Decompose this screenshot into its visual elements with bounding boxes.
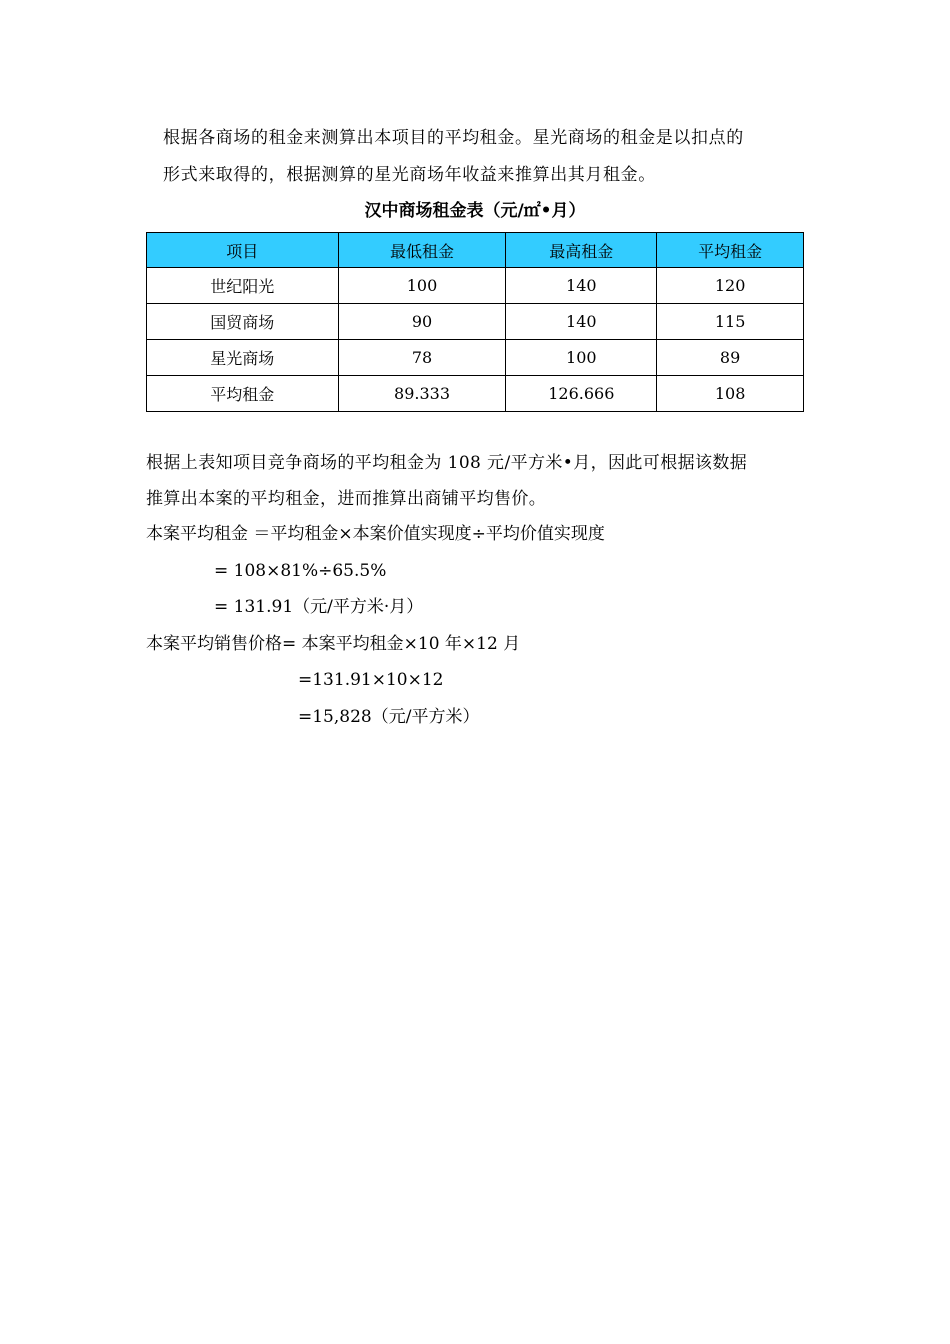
table-cell: 108 [657, 376, 804, 412]
table-cell: 140 [506, 304, 657, 340]
analysis-paragraph-line-2: 推算出本案的平均租金，进而推算出商铺平均售价。 [146, 489, 547, 509]
formula-rent-calculation: = 108×81%÷65.5% [214, 561, 387, 581]
table-row [147, 304, 804, 340]
table-cell: 120 [657, 268, 804, 304]
intro-paragraph-line-2: 形式来取得的，根据测算的星光商场年收益来推算出其月租金。 [163, 165, 656, 185]
table-cell: 115 [657, 304, 804, 340]
formula-price-definition: 本案平均销售价格= 本案平均租金×10 年×12 月 [146, 634, 521, 654]
table-row [147, 376, 804, 412]
table-cell: 100 [506, 340, 657, 376]
rent-table [146, 232, 804, 412]
table-cell: 100 [338, 268, 506, 304]
table-cell: 78 [338, 340, 506, 376]
table-header-row [147, 233, 804, 268]
table-title: 汉中商场租金表（元/㎡•月） [364, 201, 586, 221]
table-cell: 平均租金 [147, 376, 339, 412]
formula-price-calculation: =131.91×10×12 [298, 670, 444, 690]
header-avg-rent: 平均租金 [657, 233, 804, 268]
table-cell: 国贸商场 [147, 304, 339, 340]
table-row [147, 268, 804, 304]
table-row [147, 340, 804, 376]
table-cell: 126.666 [506, 376, 657, 412]
table-cell: 89.333 [338, 376, 506, 412]
intro-paragraph-line-1: 根据各商场的租金来测算出本项目的平均租金。星光商场的租金是以扣点的 [163, 128, 744, 148]
table-cell: 89 [657, 340, 804, 376]
table-cell: 140 [506, 268, 657, 304]
table-cell: 世纪阳光 [147, 268, 339, 304]
analysis-paragraph-line-1: 根据上表知项目竞争商场的平均租金为 108 元/平方米•月，因此可根据该数据 [146, 453, 748, 473]
formula-rent-result: = 131.91（元/平方米·月） [214, 597, 424, 617]
formula-price-result: =15,828（元/平方米） [298, 707, 480, 727]
header-max-rent: 最高租金 [506, 233, 657, 268]
table-cell: 90 [338, 304, 506, 340]
formula-rent-definition: 本案平均租金 ＝平均租金×本案价值实现度÷平均价值实现度 [146, 524, 605, 544]
header-project: 项目 [147, 233, 339, 268]
header-min-rent: 最低租金 [338, 233, 506, 268]
table-cell: 星光商场 [147, 340, 339, 376]
